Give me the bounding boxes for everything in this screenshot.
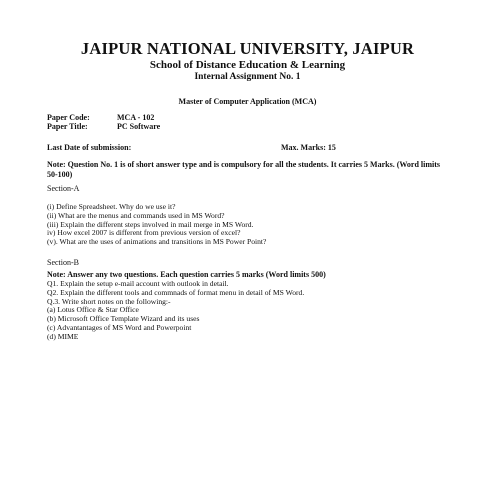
list-item: (d) MIME bbox=[47, 331, 79, 341]
section-b-note: Note: Answer any two questions. Each question carries 5 marks (Word limits 500) bbox=[47, 270, 326, 279]
section-a-note: Note: Question No. 1 is of short answer type and is compulsory for all the students. It carries 5 Marks. (Word limits 50-100) bbox=[47, 160, 441, 179]
paper-code-label: Paper Code: bbox=[47, 113, 90, 122]
last-date-label: Last Date of submission: bbox=[47, 143, 132, 152]
list-item: (b) Microsoft Office Template Wizard and its uses bbox=[47, 314, 200, 324]
section-a-questions bbox=[47, 203, 467, 247]
list-item: (a) Lotus Office & Star Office bbox=[47, 305, 139, 315]
paper-title-row bbox=[47, 122, 160, 131]
program-name: Master of Computer Application (MCA) bbox=[178, 97, 317, 106]
max-marks: Max. Marks: 15 bbox=[281, 143, 336, 152]
list-item: (iii) Explain the different steps involved in mail merge in MS Word. bbox=[47, 219, 254, 229]
list-item: Q1. Explain the setup e-mail account with outlook in detail. bbox=[47, 279, 229, 288]
paper-code-row bbox=[47, 113, 154, 122]
assignment-title: Internal Assignment No. 1 bbox=[194, 72, 301, 82]
list-item: (v). What are the uses of animations and transitions in MS Power Point? bbox=[47, 237, 267, 247]
list-item: (i) Define Spreadsheet. Why do we use it? bbox=[47, 202, 176, 211]
paper-code-value: MCA - 102 bbox=[117, 113, 155, 122]
list-item: iv) How excel 2007 is different from previous version of excel? bbox=[47, 228, 241, 238]
section-b-heading: Section-B bbox=[47, 258, 79, 267]
list-item: Q.3. Write short notes on the following:- bbox=[47, 296, 171, 306]
section-b-questions bbox=[47, 280, 467, 342]
list-item: Q2. Explain the different tools and commnads of format menu in detail of MS Word. bbox=[47, 287, 305, 297]
paper-title-value: PC Software bbox=[117, 122, 161, 131]
university-name: JAIPUR NATIONAL UNIVERSITY, JAIPUR bbox=[80, 39, 415, 58]
list-item: (ii) What are the menus and commands used in MS Word? bbox=[47, 210, 225, 220]
school-name: School of Distance Education & Learning bbox=[149, 59, 346, 71]
paper-title-label: Paper Title: bbox=[47, 122, 88, 131]
list-item: (c) Advantantages of MS Word and Powerpoint bbox=[47, 322, 192, 332]
section-a-heading: Section-A bbox=[47, 184, 80, 193]
